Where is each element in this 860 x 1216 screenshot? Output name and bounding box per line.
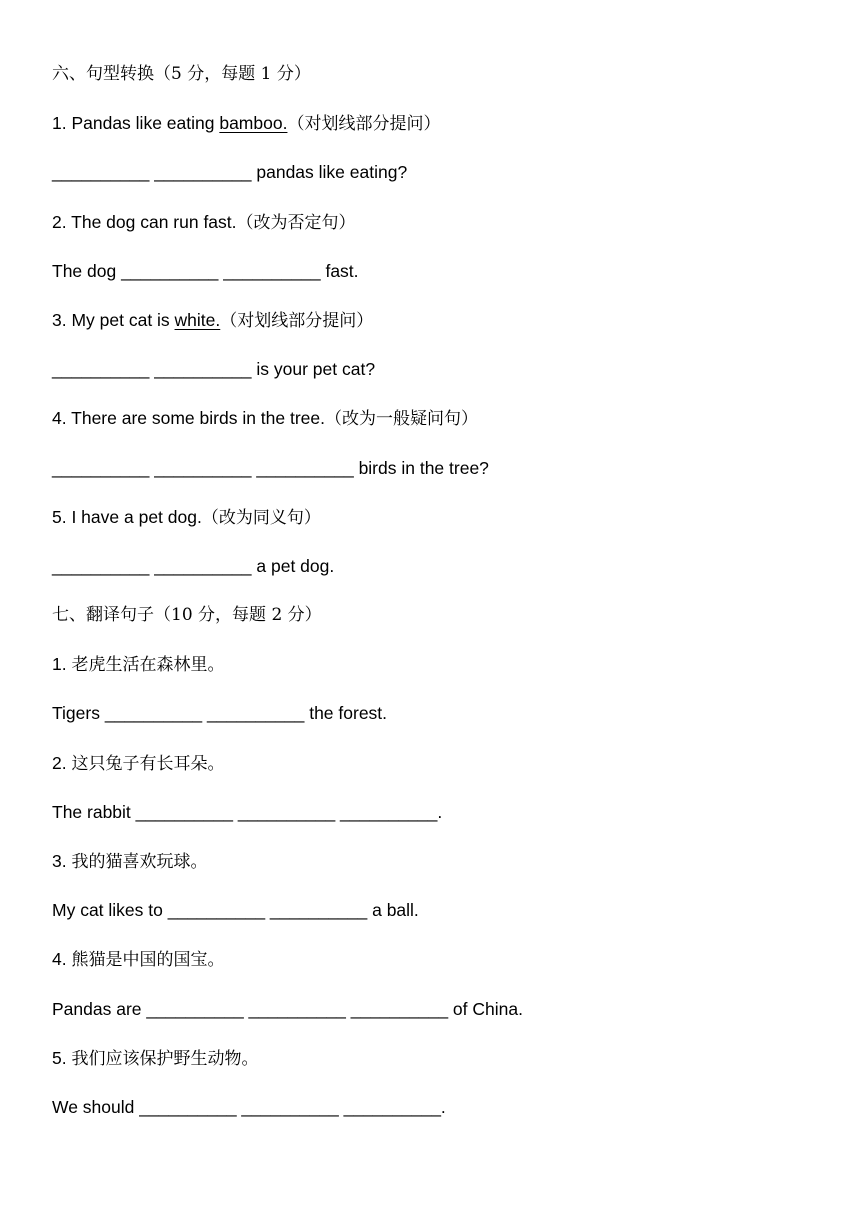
section-7-heading: 七、翻译句子（10 分，每题 2 分） [52,605,322,626]
chinese-prompt: 我们应该保护野生动物。 [71,1048,259,1069]
question-text: 5. I have a pet dog. [52,506,202,527]
question-instruction: （改为否定句） [236,212,356,233]
section-7-answer-5: We should __________ __________ __________. [52,1096,446,1117]
section-6-answer-4: __________ __________ __________ birds in the tree? [52,457,489,478]
section-6-question-2 [52,206,832,255]
chinese-prompt: 老虎生活在森林里。 [71,655,225,676]
section-7-answer-2: The rabbit __________ __________ __________. [52,801,443,822]
section-6-answer-1: __________ __________ pandas like eating? [52,162,408,183]
section-6-question-4 [52,402,832,451]
question-instruction: （对划线部分提问） [220,310,374,331]
section-7-answer-4: Pandas are __________ __________ __________ of China. [52,998,523,1019]
question-number: 5. [52,1047,72,1068]
question-number: 3. [52,851,72,871]
section-6-question-3 [52,304,832,353]
section-7-answer-1: Tigers __________ __________ the forest. [52,703,388,724]
question-text: 2. The dog can run fast. [52,211,237,232]
section-6-heading: 六、句型转换（5 分，每题 1 分） [52,64,311,84]
question-text: 1. Pandas like eating [52,113,220,134]
section-7-question-3 [52,845,832,894]
section-7-answer-3: My cat likes to __________ __________ a ball. [52,900,419,921]
section-6-answer-2: The dog __________ __________ fast. [52,260,359,281]
worksheet [52,58,832,1140]
question-number: 1. [52,654,72,675]
chinese-prompt: 熊猫是中国的国宝。 [71,950,225,971]
section-6-answer-5: __________ __________ a pet dog. [52,555,335,576]
question-text: 4. There are some birds in the tree. [52,408,326,429]
section-7-question-2 [52,747,832,796]
underlined-word: bamboo. [219,113,288,134]
question-text: 3. My pet cat is [52,309,175,330]
question-instruction: （改为同义句） [201,507,321,528]
question-number: 4. [52,949,72,970]
section-7-question-1 [52,648,832,697]
section-7-question-5 [52,1042,832,1091]
section-7-question-4 [52,943,832,992]
section-6-question-1 [52,107,832,156]
underlined-word: white. [174,309,221,330]
section-6-question-5 [52,501,832,550]
question-number: 2. [52,752,72,773]
chinese-prompt: 我的猫喜欢玩球。 [71,852,208,872]
section-6-answer-3: __________ __________ is your pet cat? [52,359,376,380]
question-instruction: （改为一般疑问句） [325,409,479,430]
question-instruction: （对划线部分提问） [287,114,441,135]
chinese-prompt: 这只兔子有长耳朵。 [71,753,225,774]
